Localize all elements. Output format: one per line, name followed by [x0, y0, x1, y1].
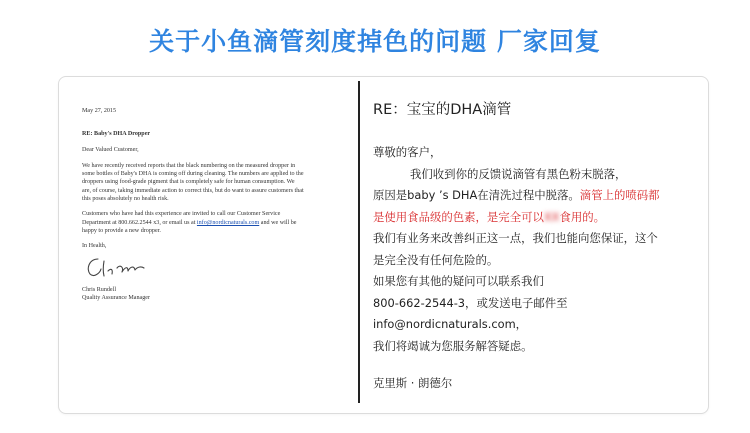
translation-line: 如果您有其他的疑问可以联系我们 [373, 274, 544, 288]
chinese-translation [373, 98, 703, 395]
blurred-text: XX [543, 209, 560, 224]
letter-line: happy to provide a new dropper. [82, 227, 161, 234]
letter-closing: In Health, [82, 243, 107, 250]
translation-phone: 800-662-2544-3，或发送电子邮件至 [373, 295, 568, 310]
letter-text: and we will be [259, 219, 297, 226]
translation-title: RE：宝宝的DHA滴管 [373, 102, 512, 118]
letter-line: this poses absolutely no health risk. [82, 196, 169, 203]
letter-subject: RE: Baby's DHA Dropper [82, 131, 151, 138]
highlighted-text: 是使用食品级的色素，是完全可以 [373, 209, 544, 224]
signer-position: Quality Assurance Manager [82, 294, 151, 301]
signer-name: Chris Rundell [82, 286, 117, 293]
translation-email: info@nordicnaturals.com， [373, 317, 528, 331]
translation-signature: 克里斯 · 朗德尔 [373, 376, 453, 390]
column-divider [358, 81, 360, 403]
english-letter [82, 107, 350, 302]
highlighted-text: 滴管上的喷码都 [579, 188, 660, 202]
translation-line [373, 207, 703, 229]
letter-text: Department at 800.662.2544 x3, or email us at [82, 219, 197, 226]
handwritten-signature [84, 255, 154, 279]
letter-paragraph-2 [82, 210, 350, 235]
translation-text: 原因是baby ’s DHA在清洗过程中脱落。 [373, 188, 580, 202]
letter-line: are, of course, taking immediate action to correct this, but do want to assure customers that [82, 187, 304, 194]
letter-line: We have recently received reports that the black numbering on the measured dropper in [82, 162, 296, 169]
page-title: 关于小鱼滴管刻度掉色的问题 厂家回复 [149, 27, 601, 56]
letter-line: droppers using food-grade pigment that is completely safe for human consumption. We [82, 179, 295, 186]
translation-line [373, 185, 703, 207]
highlighted-text: 食用的。 [559, 209, 606, 224]
translation-line: 我们有业务来改善纠正这一点，我们也能向您保证，这个 [373, 231, 658, 245]
email-link[interactable]: info@nordicnaturals.com [196, 219, 260, 226]
letter-paragraph-1 [82, 162, 350, 203]
letter-line: Customers who have had this experience are invited to call our Customer Service [82, 211, 281, 218]
letter-date: May 27, 2015 [82, 108, 117, 114]
letter-salutation: Dear Valued Customer, [82, 146, 139, 153]
translation-line: 我们收到你的反馈说滴管有黑色粉末脱落， [410, 166, 627, 181]
letter-line: some bottles of Baby's DHA is coming off during cleaning. The numbers are applied to the [82, 171, 304, 178]
translation-line: 我们将竭诚为您服务解答疑虑。 [373, 338, 533, 353]
translation-greeting: 尊敬的客户， [373, 145, 442, 159]
translation-line: 是完全没有任何危险的。 [373, 252, 499, 267]
letter-line [82, 219, 350, 227]
